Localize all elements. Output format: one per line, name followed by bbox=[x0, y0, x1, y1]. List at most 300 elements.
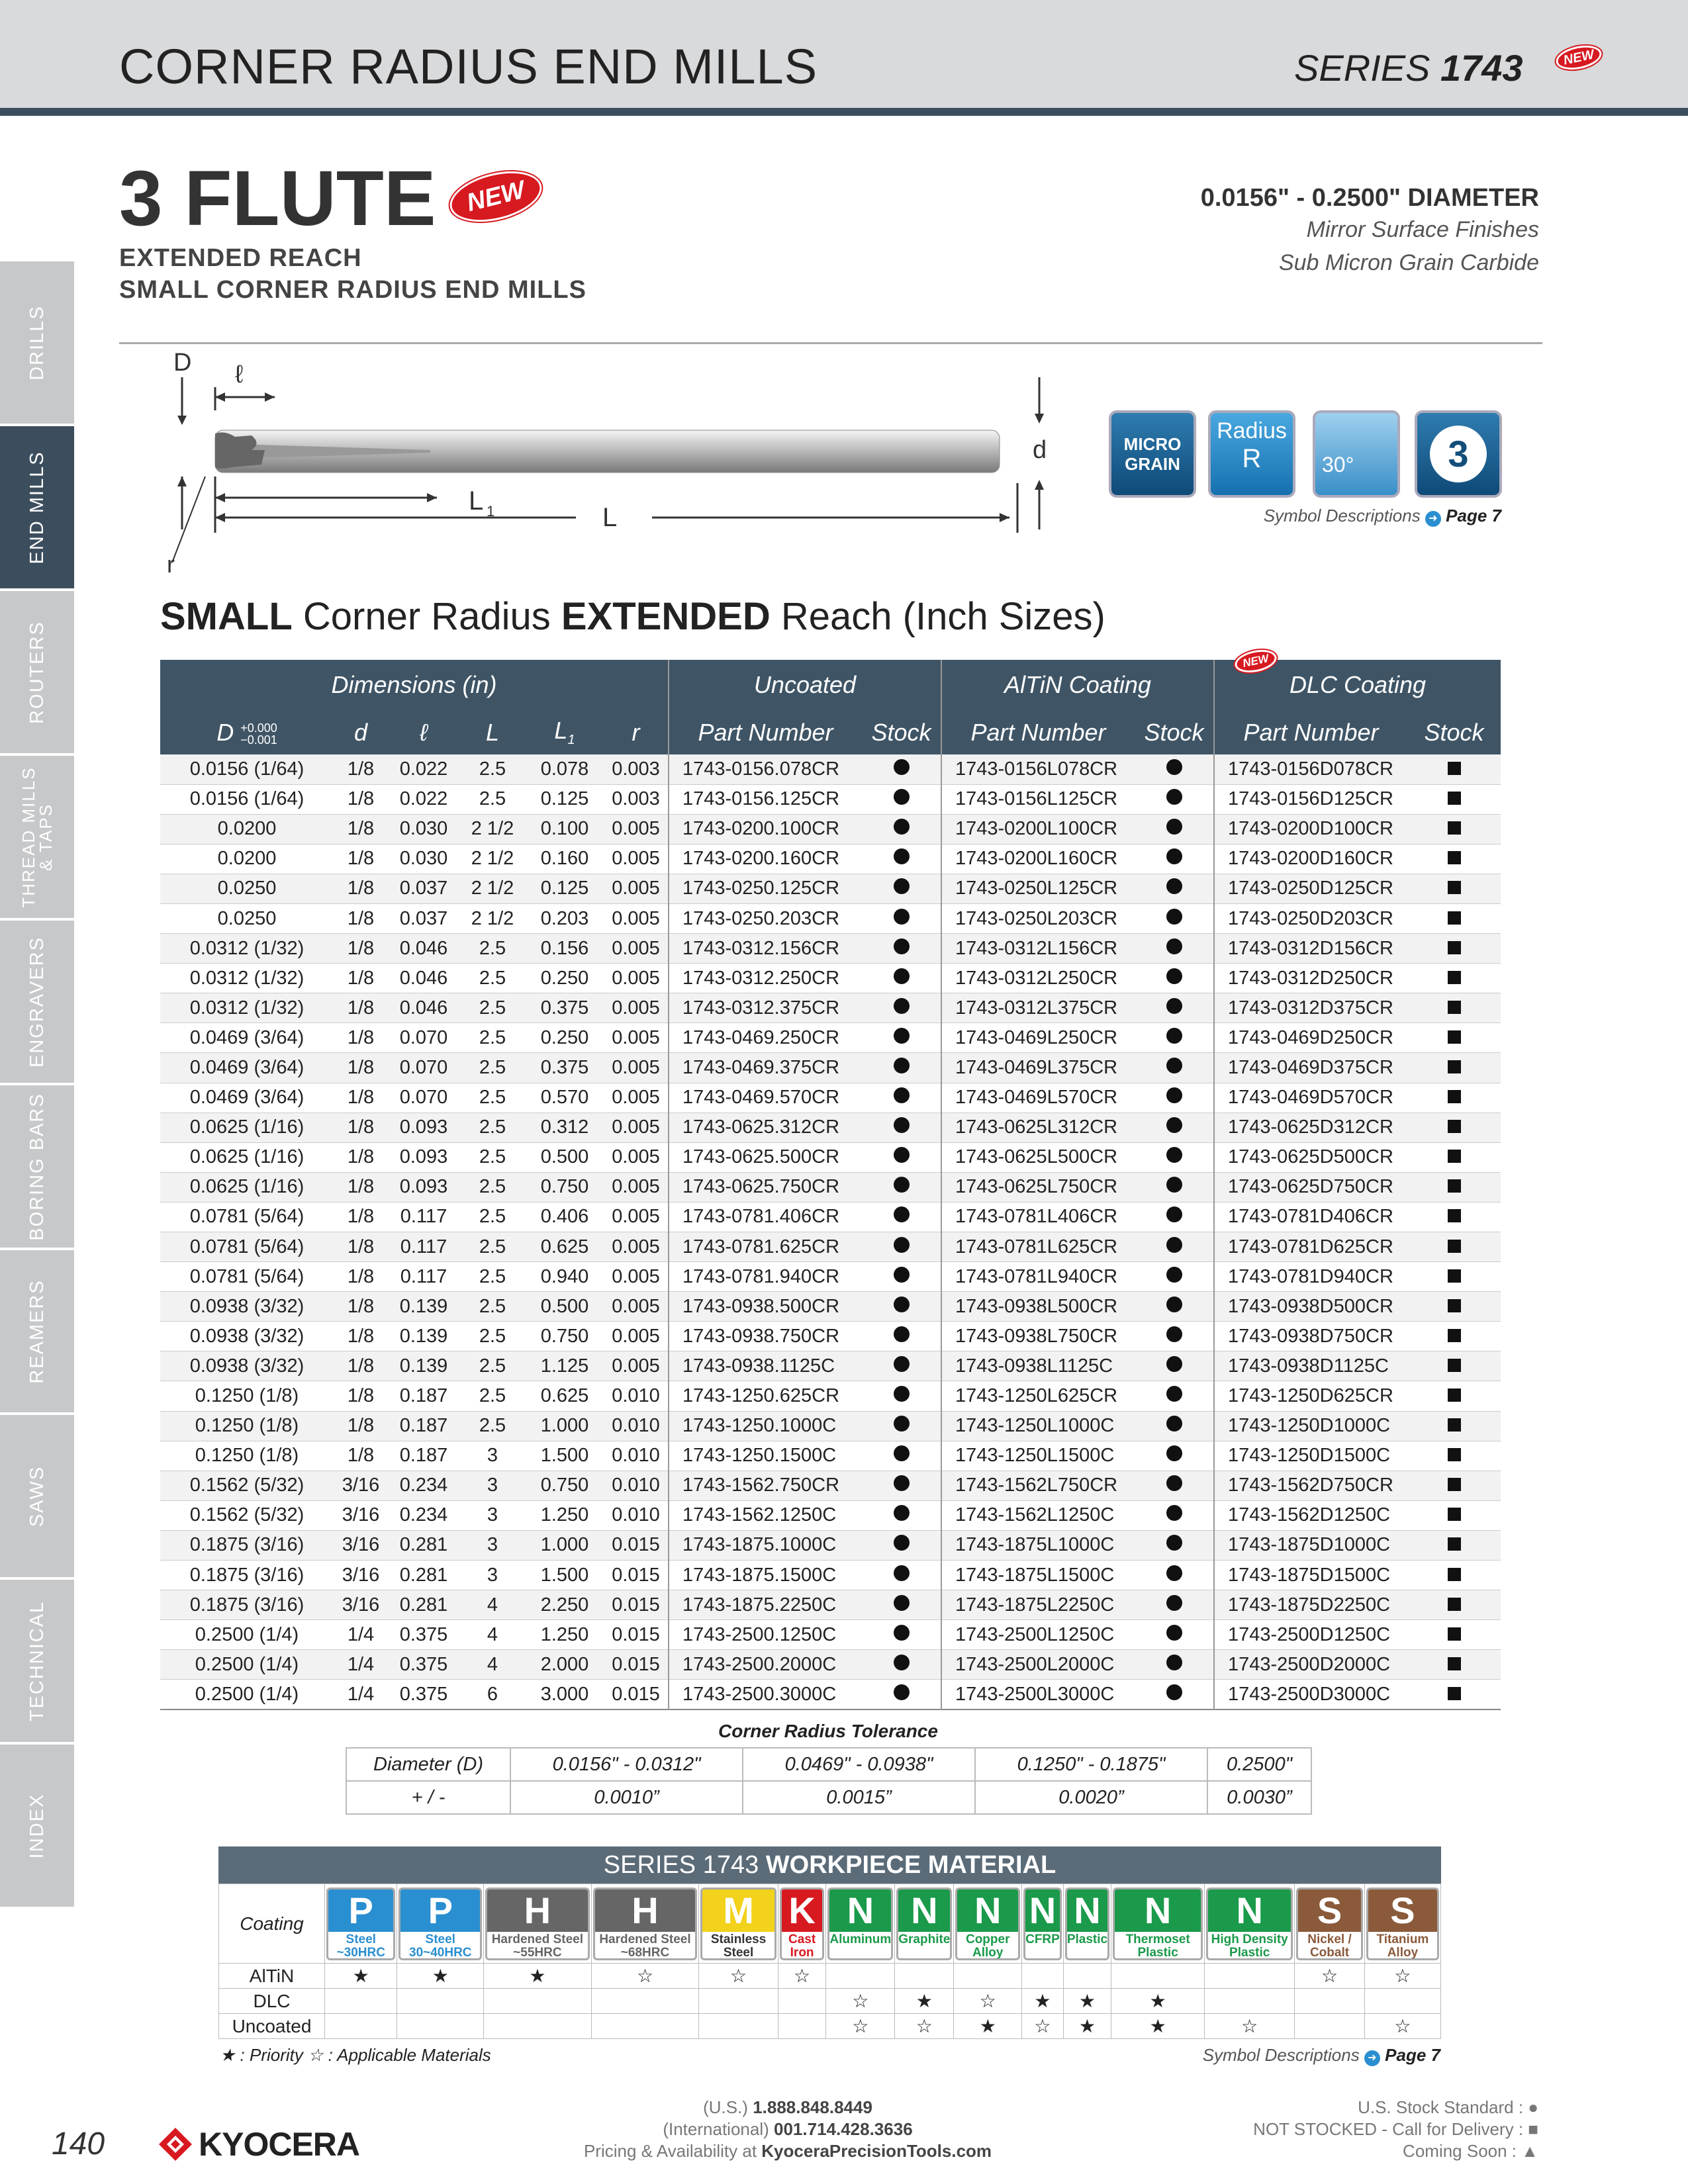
stock-cell bbox=[862, 1202, 941, 1232]
material-badge: P Steel 30~40HRC bbox=[399, 1888, 482, 1960]
not-stocked-icon bbox=[1448, 1179, 1461, 1193]
tolerance-cell: 0.0020” bbox=[975, 1781, 1207, 1814]
part-number-cell: 1743-0781D406CR bbox=[1214, 1202, 1407, 1232]
dimension-cell: 0.625 bbox=[540, 1385, 589, 1407]
stock-cell bbox=[862, 1590, 941, 1620]
material-cell bbox=[397, 1884, 484, 1964]
material-badge: K Cast Iron bbox=[780, 1888, 825, 1960]
stock-standard-icon bbox=[1166, 1237, 1182, 1253]
dimension-cell: 0.037 bbox=[388, 874, 459, 903]
stock-cell bbox=[1407, 903, 1501, 933]
suitability-mark: ☆ bbox=[1022, 2014, 1064, 2039]
side-tab-engravers[interactable]: ENGRAVERS bbox=[0, 921, 74, 1083]
stock-standard-icon bbox=[1166, 998, 1182, 1014]
dimension-cell: 0.375 bbox=[399, 1623, 448, 1645]
stock-standard-icon bbox=[894, 1326, 910, 1342]
stock-standard-icon bbox=[894, 1087, 910, 1103]
suitability-mark: ☆ bbox=[1205, 2014, 1295, 2039]
micro-grain-icon: MICRO GRAIN bbox=[1109, 410, 1196, 498]
dimension-cell: 0.015 bbox=[612, 1564, 660, 1586]
dimension-cell: 0.0200 bbox=[217, 848, 277, 870]
part-number-cell: 1743-0200.160CR bbox=[669, 844, 862, 874]
stock-standard-icon bbox=[894, 938, 910, 954]
dimension-cell: 1.000 bbox=[526, 1530, 604, 1560]
dimension-cell: 2.5 bbox=[459, 1411, 526, 1441]
dimension-cell: 0.005 bbox=[604, 1053, 669, 1083]
tolerance-title: Corner Radius Tolerance bbox=[718, 1721, 938, 1741]
table-row bbox=[160, 1650, 1501, 1680]
dimension-cell: 2.5 bbox=[479, 1385, 506, 1407]
dimension-cell: 2.5 bbox=[459, 993, 526, 1023]
stock-cell bbox=[862, 1620, 941, 1650]
dimension-cell: 0.1562 (5/32) bbox=[160, 1471, 334, 1500]
dimension-cell: 2.5 bbox=[459, 1351, 526, 1381]
dimension-cell: 1/8 bbox=[334, 814, 388, 844]
suitability-mark bbox=[591, 2014, 699, 2039]
dimension-cell: 1/4 bbox=[347, 1683, 375, 1705]
suitability-mark: ☆ bbox=[778, 1964, 826, 1989]
dimension-cell: 0.005 bbox=[604, 1172, 669, 1202]
suitability-mark: ☆ bbox=[826, 1989, 895, 2014]
suitability-mark: ★ bbox=[484, 1964, 592, 1989]
suitability-mark: ★ bbox=[1022, 1989, 1064, 2014]
dimension-cell: 0.750 bbox=[526, 1172, 604, 1202]
part-number-cell: 1743-0938D750CR bbox=[1214, 1322, 1407, 1351]
dimension-cell: 0.160 bbox=[540, 848, 589, 870]
suitability-mark bbox=[699, 1989, 778, 2014]
dimension-cell: 0.0200 bbox=[160, 814, 334, 844]
dimension-cell: 0.281 bbox=[388, 1590, 459, 1620]
not-stocked-icon bbox=[1448, 1687, 1461, 1700]
part-number-cell: 1743-0250.203CR bbox=[669, 903, 862, 933]
part-number-cell: 1743-0781L940CR bbox=[941, 1262, 1135, 1292]
diameter-range: 0.0156" - 0.2500" DIAMETER bbox=[1200, 184, 1539, 212]
stock-standard-icon bbox=[894, 1237, 910, 1253]
not-stocked-icon bbox=[1448, 1001, 1461, 1014]
not-stocked-icon bbox=[1448, 971, 1461, 984]
dimension-cell: 0.037 bbox=[399, 907, 448, 929]
stock-cell bbox=[1407, 934, 1501, 964]
part-number-cell: 1743-0469D250CR bbox=[1214, 1023, 1407, 1053]
material-cell bbox=[1364, 1884, 1440, 1964]
dim-d-label: d bbox=[1033, 436, 1047, 464]
part-number-cell: 1743-2500D2000C bbox=[1214, 1650, 1407, 1680]
website-link[interactable]: KyoceraPrecisionTools.com bbox=[761, 2141, 992, 2161]
part-number-cell: 1743-0156L125CR bbox=[941, 784, 1135, 814]
col-d: d bbox=[334, 710, 388, 754]
part-number-cell: 1743-0156.078CR bbox=[669, 754, 862, 784]
stock-standard-icon bbox=[1166, 1565, 1182, 1581]
dimension-cell: 0.030 bbox=[399, 848, 448, 870]
stock-cell bbox=[862, 1113, 941, 1142]
table-row bbox=[160, 1620, 1501, 1650]
part-number-cell: 1743-0312.156CR bbox=[669, 934, 862, 964]
dimension-cell: 0.0469 (3/64) bbox=[189, 1026, 305, 1048]
legend: ★ : Priority ☆ : Applicable Materials bbox=[220, 2045, 491, 2065]
stock-cell bbox=[1135, 964, 1214, 993]
stock-cell bbox=[1135, 1500, 1214, 1530]
stock-cell bbox=[862, 1023, 941, 1053]
side-tab-reamers[interactable]: REAMERS bbox=[0, 1250, 74, 1412]
part-number-cell: 1743-0200L160CR bbox=[941, 844, 1135, 874]
table-row bbox=[160, 964, 1501, 993]
dimension-cell: 0.500 bbox=[540, 1146, 589, 1168]
table-row bbox=[160, 1142, 1501, 1172]
material-badge: N Plastic bbox=[1065, 1888, 1109, 1960]
feature-mirror: Mirror Surface Finishes bbox=[1306, 217, 1539, 242]
stock-cell bbox=[1135, 814, 1214, 844]
part-number-cell: 1743-0938D500CR bbox=[1214, 1292, 1407, 1322]
stock-standard-icon bbox=[894, 848, 910, 864]
stock-cell bbox=[1407, 1292, 1501, 1322]
workpiece-material-section bbox=[218, 1846, 1441, 2039]
material-cell bbox=[1063, 1884, 1111, 1964]
stock-cell bbox=[1407, 1411, 1501, 1441]
symbol-descriptions-link[interactable]: Symbol Descriptions ➜ Page 7 bbox=[1263, 506, 1501, 525]
dimension-cell: 0.375 bbox=[526, 1053, 604, 1083]
dimension-cell: 2 1/2 bbox=[471, 907, 514, 929]
stock-cell bbox=[862, 1381, 941, 1411]
stock-standard-icon bbox=[1166, 1117, 1182, 1133]
dimension-cell: 2.5 bbox=[459, 1292, 526, 1322]
dimension-cell: 0.005 bbox=[604, 993, 669, 1023]
part-number-cell: 1743-0312.375CR bbox=[669, 993, 862, 1023]
part-number-cell: 1743-0156D125CR bbox=[1214, 784, 1407, 814]
dimension-cell: 0.010 bbox=[612, 1504, 660, 1526]
side-tab-index[interactable]: INDEX bbox=[0, 1745, 74, 1907]
material-cell bbox=[778, 1884, 826, 1964]
material-cell bbox=[484, 1884, 592, 1964]
dimension-cell: 0.500 bbox=[526, 1292, 604, 1322]
part-number-cell: 1743-1875.2250C bbox=[669, 1590, 862, 1620]
dimension-cell: 1/8 bbox=[347, 848, 375, 870]
stock-standard-icon bbox=[894, 1058, 910, 1073]
table-row bbox=[160, 1530, 1501, 1560]
stock-cell bbox=[1135, 754, 1214, 784]
stock-cell bbox=[1135, 1650, 1214, 1680]
dimension-cell: 3 bbox=[459, 1471, 526, 1500]
stock-standard-icon bbox=[894, 878, 910, 894]
side-tab-boring-bars[interactable]: BORING BARS bbox=[0, 1085, 74, 1248]
dimension-cell: 0.100 bbox=[526, 814, 604, 844]
stock-cell bbox=[1135, 844, 1214, 874]
stock-standard-icon bbox=[1166, 848, 1182, 864]
material-badge: H Hardened Steel ~68HRC bbox=[593, 1888, 698, 1960]
stock-standard-icon bbox=[1166, 1147, 1182, 1163]
dimension-cell: 2.5 bbox=[459, 1172, 526, 1202]
product-subtitle: EXTENDED REACH SMALL CORNER RADIUS END MILLS bbox=[119, 244, 586, 304]
stock-standard-icon bbox=[1166, 1326, 1182, 1342]
table-row bbox=[160, 1351, 1501, 1381]
dimension-cell: 4 bbox=[459, 1590, 526, 1620]
part-number-cell: 1743-0625L312CR bbox=[941, 1113, 1135, 1142]
stock-cell bbox=[862, 1351, 941, 1381]
part-number-cell: 1743-0781L406CR bbox=[941, 1202, 1135, 1232]
dimension-cell: 0.0625 (1/16) bbox=[160, 1172, 334, 1202]
stock-cell bbox=[1135, 993, 1214, 1023]
material-badge: P Steel ~30HRC bbox=[326, 1888, 395, 1960]
stock-cell bbox=[862, 1411, 941, 1441]
suitability-mark bbox=[1364, 1989, 1440, 2014]
dimension-cell: 0.0312 (1/32) bbox=[189, 967, 305, 989]
stock-standard-icon bbox=[894, 1625, 910, 1641]
tolerance-cell: 0.0156" - 0.0312" bbox=[510, 1748, 743, 1781]
stock-cell bbox=[1135, 903, 1214, 933]
stock-standard-icon bbox=[894, 1565, 910, 1581]
part-number-cell: 1743-0156.125CR bbox=[669, 784, 862, 814]
stock-standard-icon bbox=[894, 1416, 910, 1432]
stock-standard-icon bbox=[894, 1655, 910, 1670]
suitability-mark: ☆ bbox=[826, 2014, 895, 2039]
dimension-cell: 0.312 bbox=[526, 1113, 604, 1142]
col-r: r bbox=[604, 710, 669, 754]
dimension-cell: 2.5 bbox=[479, 1146, 506, 1168]
stock-cell bbox=[1135, 1561, 1214, 1590]
stock-cell bbox=[1407, 784, 1501, 814]
part-number-cell: 1743-0469D375CR bbox=[1214, 1053, 1407, 1083]
dimension-cell: 0.010 bbox=[612, 1385, 660, 1407]
stock-legend: U.S. Stock Standard : ● NOT STOCKED - Call for Delivery : ■ Coming Soon : ▲ bbox=[1253, 2097, 1538, 2161]
not-stocked-icon bbox=[1448, 1090, 1461, 1103]
side-tab-routers[interactable]: ROUTERS bbox=[0, 591, 74, 753]
stock-cell bbox=[1407, 874, 1501, 903]
stock-cell bbox=[862, 1530, 941, 1560]
not-stocked-icon bbox=[1448, 1209, 1461, 1222]
dimension-cell: 1/8 bbox=[334, 1411, 388, 1441]
table-row bbox=[160, 1441, 1501, 1471]
dimension-cell: 0.187 bbox=[388, 1411, 459, 1441]
stock-cell bbox=[1407, 1441, 1501, 1471]
part-number-cell: 1743-0250D203CR bbox=[1214, 903, 1407, 933]
stock-cell bbox=[862, 1680, 941, 1709]
side-tab-thread-mills-taps[interactable]: THREAD MILLS & TAPS bbox=[0, 756, 74, 918]
dimension-cell: 0.093 bbox=[399, 1146, 448, 1168]
part-number-cell: 1743-0781.940CR bbox=[669, 1262, 862, 1292]
dimension-cell: 0.234 bbox=[388, 1471, 459, 1500]
col-dlc-pn: Part Number bbox=[1214, 710, 1407, 754]
not-stocked-icon bbox=[1448, 1448, 1461, 1461]
stock-cell bbox=[1407, 1590, 1501, 1620]
part-number-cell: 1743-1875D2250C bbox=[1214, 1590, 1407, 1620]
dimension-cell: 0.046 bbox=[399, 967, 448, 989]
dimension-cell: 0.0250 bbox=[160, 874, 334, 903]
material-badge: S Titanium Alloy bbox=[1366, 1888, 1439, 1960]
part-number-cell: 1743-0469L570CR bbox=[941, 1083, 1135, 1113]
stock-cell bbox=[1135, 934, 1214, 964]
suitability-mark bbox=[1111, 1964, 1205, 1989]
dimension-cell: 0.0781 (5/64) bbox=[160, 1232, 334, 1262]
part-number-cell: 1743-1250L625CR bbox=[941, 1381, 1135, 1411]
dimension-cell: 0.406 bbox=[540, 1206, 589, 1228]
stock-cell bbox=[1407, 1202, 1501, 1232]
part-number-cell: 1743-1250.1500C bbox=[669, 1441, 862, 1471]
dimension-cell: 4 bbox=[459, 1650, 526, 1680]
part-number-cell: 1743-1562L1250C bbox=[941, 1500, 1135, 1530]
stock-cell bbox=[1135, 874, 1214, 903]
dimension-cell: 1/8 bbox=[347, 1146, 375, 1168]
stock-cell bbox=[1407, 1083, 1501, 1113]
dimension-cell: 0.139 bbox=[388, 1351, 459, 1381]
suitability-mark: ☆ bbox=[1364, 2014, 1440, 2039]
stock-cell bbox=[862, 1650, 941, 1680]
material-badge: N Aluminum bbox=[827, 1888, 893, 1960]
table-title: SMALL Corner Radius EXTENDED Reach (Inch Sizes) bbox=[160, 595, 1105, 638]
stock-standard-icon bbox=[894, 1117, 910, 1133]
svg-text:1: 1 bbox=[487, 503, 495, 520]
part-number-cell: 1743-0625D500CR bbox=[1214, 1142, 1407, 1172]
stock-cell bbox=[1135, 1441, 1214, 1471]
stock-standard-icon bbox=[1166, 1058, 1182, 1073]
dimension-cell: 0.125 bbox=[526, 874, 604, 903]
not-stocked-icon bbox=[1448, 1060, 1461, 1073]
stock-cell bbox=[1407, 1232, 1501, 1262]
stock-standard-icon bbox=[1166, 878, 1182, 894]
suitability-mark bbox=[484, 1989, 592, 2014]
part-number-cell: 1743-0469.375CR bbox=[669, 1053, 862, 1083]
table-row bbox=[160, 1083, 1501, 1113]
stock-cell bbox=[1407, 1561, 1501, 1590]
flute-count-icon: 3 bbox=[1415, 410, 1502, 498]
dimension-cell: 2.250 bbox=[526, 1590, 604, 1620]
material-cell bbox=[699, 1884, 778, 1964]
dimension-cell: 0.005 bbox=[612, 1206, 660, 1228]
dimension-cell: 1/8 bbox=[347, 1445, 375, 1467]
dimensions-header: Dimensions (in) bbox=[160, 660, 669, 710]
dimension-cell: 0.375 bbox=[388, 1650, 459, 1680]
stock-cell bbox=[1407, 1381, 1501, 1411]
kyocera-mark-icon bbox=[159, 2128, 192, 2161]
dimension-cell: 2 1/2 bbox=[459, 814, 526, 844]
stock-cell bbox=[1135, 1590, 1214, 1620]
stock-standard-icon bbox=[1166, 1684, 1182, 1700]
stock-cell bbox=[862, 1142, 941, 1172]
part-number-cell: 1743-0938L500CR bbox=[941, 1292, 1135, 1322]
dimension-cell: 1/4 bbox=[334, 1650, 388, 1680]
stock-standard-icon bbox=[894, 759, 910, 775]
stock-standard-icon bbox=[894, 1445, 910, 1461]
dimension-cell: 2.5 bbox=[459, 1232, 526, 1262]
col-L1: $L_1$ bbox=[526, 710, 604, 754]
stock-standard-icon bbox=[1166, 759, 1182, 775]
suitability-mark bbox=[778, 1989, 826, 2014]
stock-cell bbox=[1135, 1232, 1214, 1262]
dim-D-label: D bbox=[173, 351, 192, 377]
dimension-cell: 0.281 bbox=[399, 1564, 448, 1586]
dimension-cell: 1/8 bbox=[347, 907, 375, 929]
col-l: ℓ bbox=[388, 710, 459, 754]
part-number-cell: 1743-1250D625CR bbox=[1214, 1381, 1407, 1411]
stock-cell bbox=[862, 1232, 941, 1262]
suitability-mark: ★ bbox=[895, 1989, 954, 2014]
product-table bbox=[160, 652, 1501, 1710]
dimension-cell: 1/4 bbox=[347, 1623, 375, 1645]
dimension-cell: 0.046 bbox=[388, 934, 459, 964]
coating-row bbox=[219, 2014, 1441, 2039]
dimension-cell: 2 1/2 bbox=[471, 848, 514, 870]
stock-cell bbox=[1407, 1650, 1501, 1680]
part-number-cell: 1743-0250L125CR bbox=[941, 874, 1135, 903]
stock-standard-icon bbox=[894, 1356, 910, 1372]
dimension-cell: 0.005 bbox=[612, 967, 660, 989]
dimension-cell: 0.187 bbox=[399, 1445, 448, 1467]
part-number-cell: 1743-0781.406CR bbox=[669, 1202, 862, 1232]
side-tab-drills[interactable]: DRILLS bbox=[0, 261, 74, 424]
part-number-cell: 1743-0250.125CR bbox=[669, 874, 862, 903]
part-number-cell: 1743-1875L1000C bbox=[941, 1530, 1135, 1560]
dimension-cell: 0.022 bbox=[399, 788, 448, 810]
material-cell bbox=[895, 1884, 954, 1964]
stock-standard-icon bbox=[894, 909, 910, 925]
stock-standard-icon bbox=[1166, 1386, 1182, 1402]
stock-standard-icon bbox=[894, 1595, 910, 1611]
dimension-cell: 0.005 bbox=[612, 1265, 660, 1287]
part-number-cell: 1743-0781D625CR bbox=[1214, 1232, 1407, 1262]
dimension-cell: 0.078 bbox=[526, 754, 604, 784]
not-stocked-icon bbox=[1448, 1418, 1461, 1432]
dimension-cell: 0.940 bbox=[540, 1265, 589, 1287]
table-row bbox=[160, 1202, 1501, 1232]
dimension-cell: 0.0781 (5/64) bbox=[189, 1206, 305, 1228]
dimension-cell: 1/8 bbox=[334, 1351, 388, 1381]
dimension-cell: 1/8 bbox=[334, 1292, 388, 1322]
dimension-cell: 3/16 bbox=[334, 1471, 388, 1500]
dimension-cell: 1/8 bbox=[334, 754, 388, 784]
part-number-cell: 1743-1250L1500C bbox=[941, 1441, 1135, 1471]
material-cell bbox=[325, 1884, 397, 1964]
dimension-cell: 3.000 bbox=[540, 1683, 589, 1705]
part-number-cell: 1743-1875L1500C bbox=[941, 1561, 1135, 1590]
dimension-cell: 2.5 bbox=[459, 1113, 526, 1142]
side-tab-saws[interactable]: SAWS bbox=[0, 1415, 74, 1577]
dimension-cell: 0.005 bbox=[612, 1325, 660, 1347]
part-number-cell: 1743-0200L100CR bbox=[941, 814, 1135, 844]
table-row bbox=[160, 874, 1501, 903]
dimension-cell: 0.022 bbox=[388, 754, 459, 784]
dimension-cell: 0.005 bbox=[604, 1351, 669, 1381]
not-stocked-icon bbox=[1448, 1627, 1461, 1641]
stock-cell bbox=[1407, 1680, 1501, 1709]
part-number-cell: 1743-0781D940CR bbox=[1214, 1262, 1407, 1292]
table-row bbox=[160, 754, 1501, 784]
suitability-mark bbox=[699, 2014, 778, 2039]
stock-standard-icon bbox=[1166, 1655, 1182, 1670]
stock-cell bbox=[862, 1292, 941, 1322]
symbol-descriptions-link[interactable]: Symbol Descriptions ➜ Page 7 bbox=[1202, 2045, 1440, 2065]
not-stocked-icon bbox=[1448, 941, 1461, 954]
dimension-cell: 1/8 bbox=[334, 993, 388, 1023]
dimension-cell: 0.015 bbox=[612, 1623, 660, 1645]
side-tab-end-mills[interactable]: END MILLS bbox=[0, 426, 74, 588]
stock-standard-icon bbox=[1166, 1206, 1182, 1222]
stock-cell bbox=[862, 754, 941, 784]
dimension-cell: 0.0938 (3/32) bbox=[189, 1325, 305, 1347]
stock-cell bbox=[862, 1471, 941, 1500]
not-stocked-icon bbox=[1448, 1120, 1461, 1133]
part-number-cell: 1743-1250.1000C bbox=[669, 1411, 862, 1441]
dimension-cell: 0.0625 (1/16) bbox=[160, 1113, 334, 1142]
side-tab-technical[interactable]: TECHNICAL bbox=[0, 1580, 74, 1742]
dimension-cell: 2.5 bbox=[479, 788, 506, 810]
dim-l-label: ℓ bbox=[235, 361, 244, 388]
helix-angle-icon: 30° bbox=[1313, 410, 1400, 498]
material-badge: N High Density Plastic bbox=[1206, 1888, 1293, 1960]
suitability-mark: ☆ bbox=[1364, 1964, 1440, 1989]
suitability-mark: ☆ bbox=[954, 1989, 1022, 2014]
part-number-cell: 1743-0781.625CR bbox=[669, 1232, 862, 1262]
not-stocked-icon bbox=[1448, 1359, 1461, 1372]
table-row bbox=[160, 814, 1501, 844]
dimension-cell: 1/8 bbox=[347, 967, 375, 989]
